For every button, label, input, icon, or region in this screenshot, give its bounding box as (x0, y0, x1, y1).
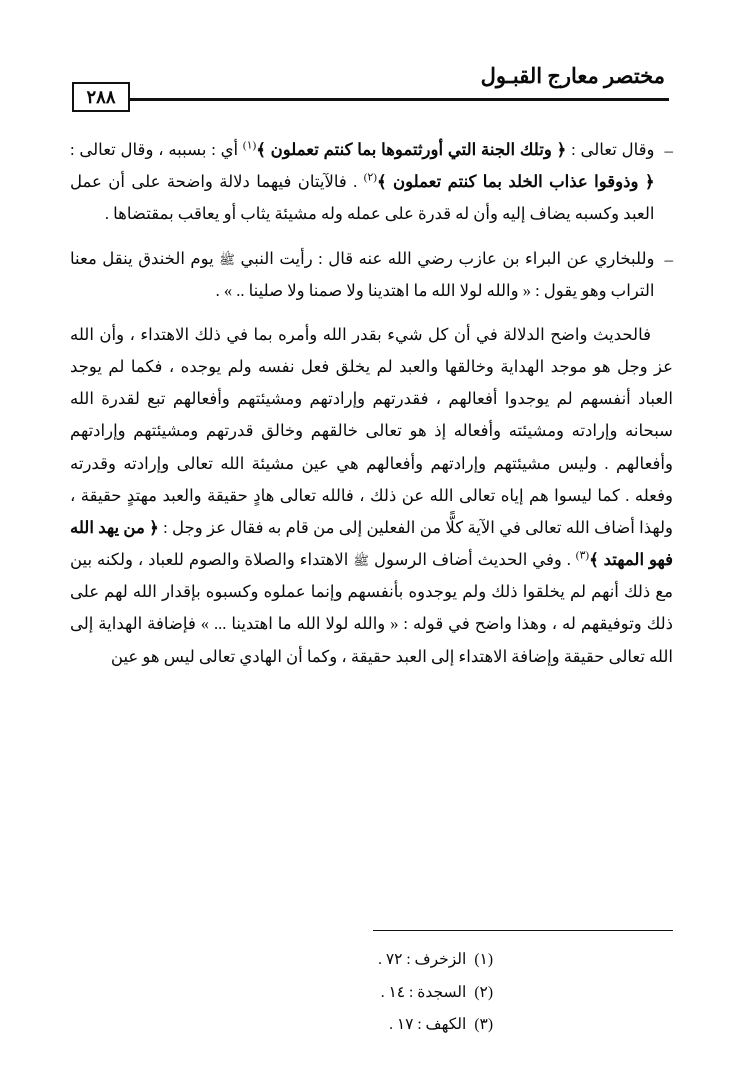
footnote-text: السجدة : ١٤ . (380, 983, 467, 1001)
text-run: أي : بسببه ، وقال تعالى : (70, 140, 243, 159)
header-divider (74, 98, 669, 101)
page-body (70, 134, 673, 673)
quran-verse: ﴿ وتلك الجنة التي أورثتموها بما كنتم تعملون ﴾ (256, 140, 567, 159)
page-number: ٢٨٨ (86, 86, 116, 107)
footnote-item (70, 977, 673, 1010)
quran-verse: ﴿ وذوقوا عذاب الخلد بما كنتم تعملون ﴾ (376, 172, 655, 192)
quran-verse: ﴿ من يهد الله فهو المهتد ﴾ (70, 517, 673, 570)
text-run: وقال تعالى : (566, 140, 655, 159)
text-run: . فالآيتان فيهما دلالة واضحة على أن عمل العبد وكسبه يضاف إليه وأن له قدرة على عمله وله مشيئة يثاب أو يعاقب بمقتضاها . (70, 172, 655, 224)
footnote-divider (373, 930, 673, 931)
page-header (70, 56, 673, 116)
footnote-number: (٣) (474, 1016, 493, 1034)
footnote-ref: (٢) (363, 171, 377, 184)
footnote-number: (١) (474, 951, 493, 968)
footnote-item (70, 944, 673, 977)
book-title: مختصر معارج القبـول (480, 64, 665, 88)
text-run: فالحديث واضح الدلالة في أن كل شيء بقدر الله وأمره بما في ذلك الاهتداء ، وأن الله عز وجل هو موجد الهداية وخالقها والعبد لم يخلق فعل نفسه ولم يوجده ، فكما لم يوجد العباد أنفسهم لم يوجدوا أفعالهم ، فقدرتهم وإرادتهم ومشيئتهم وأفعالهم تبع لقدرة الله سبحانه وإرادته ومشيئته وأفعاله إذ هو تعالى خالقهم وخالق قدرتهم ومشيئتهم وإرادتهم وأفعالهم . وليس مشيئتهم وإرادتهم وأفعالهم هي عين مشيئة الله تعالى وإرادته وقدرته وفعله . كما ليسوا هم إياه تعالى الله عن ذلك ، فالله تعالى هادٍ حقيقة والعبد مهتدٍ حقيقة ، ولهذا أضاف الله تعالى في الآية كلًّا من الفعلين إلى من قام به فقال عز وجل : (70, 324, 673, 537)
list-item-text (70, 243, 655, 307)
bullet-marker: – (664, 249, 673, 269)
salla-glyph: ﷺ (219, 251, 235, 267)
list-item (70, 134, 673, 231)
footnote-text: الزخرف : ٧٢ . (378, 951, 467, 968)
footnote-text: الكهف : ١٧ . (389, 1016, 467, 1034)
paragraph (70, 319, 673, 673)
bullet-marker: – (664, 141, 673, 160)
list-item (70, 243, 673, 307)
list-item-text (70, 134, 655, 231)
footnote-ref: (١) (242, 139, 257, 152)
text-run: . وفي الحديث أضاف الرسول (369, 550, 576, 570)
salla-glyph: ﷺ (353, 553, 370, 569)
footnotes-section (70, 944, 673, 1042)
text-run: الاهتداء والصلاة والصوم للعباد ، ولكنه بين مع ذلك أنهم لم يخلقوا ذلك ولم يوجدوه بأنفسهم وإنما عملوه وكسبوه بإقدار الله لهم على ذلك وتوفيقهم له ، وهذا واضح في قوله : « والله لولا الله ما اهتدينا ... » فإضافة الهداية إلى الله تعالى حقيقة وإضافة الاهتداء إلى العبد حقيقة ، وكما أن الهادي تعالى ليس هو عين (70, 550, 673, 666)
footnote-ref: (٣) (575, 549, 590, 562)
text-run: وللبخاري عن البراء بن عازب رضي الله عنه قال : رأيت النبي (235, 248, 655, 268)
text-run: يوم الخندق ينقل معنا التراب وهو يقول : « والله لولا الله ما اهتدينا ولا صمنا ولا صلينا .. » . (70, 248, 655, 300)
footnote-number: (٢) (474, 983, 493, 1001)
page-number-badge (72, 82, 130, 112)
footnote-item (70, 1009, 673, 1042)
